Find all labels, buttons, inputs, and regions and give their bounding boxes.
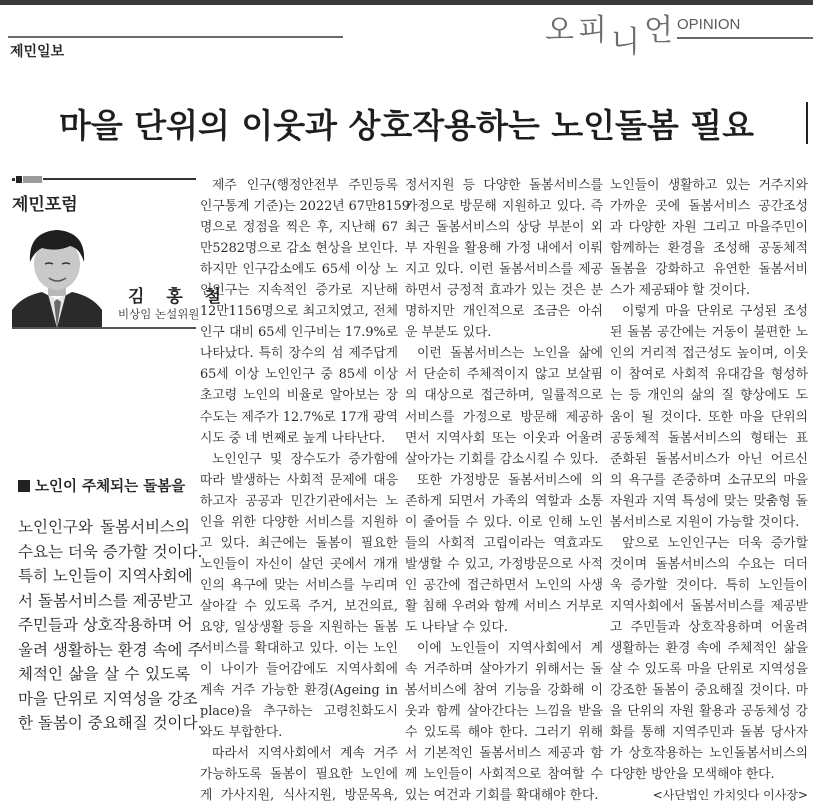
body-line: 노인인구 및 장수도가 증가함에 <box>212 451 398 467</box>
body-line: 이에 노인들이 지역사회에서 계 <box>417 641 603 657</box>
body-line: 와도 부합한다. <box>200 725 283 741</box>
author-name: 김 홍 철 <box>128 287 230 307</box>
body-line: 이 나이가 들어감에도 지역사회에 <box>200 662 398 678</box>
pullquote-line: 수요는 더욱 증가할 것이다. <box>18 542 203 561</box>
body-line: 움이 될 것이다. 또한 마을 단위의 <box>610 409 808 425</box>
body-line: 웃과 함께 살아간다는 느낌을 받을 <box>405 704 603 720</box>
body-line: 운 부분도 있다. <box>405 325 492 341</box>
body-line: 이렇게 마을 단위로 구성된 조성 <box>622 304 808 320</box>
body-line: 게 가사지원, 식사지원, 방문목욕, <box>200 788 398 804</box>
body-line: 활 침해 우려와 함께 서비스 거부로 <box>405 598 603 614</box>
body-line: 최근 돌봄서비스의 상당 부분이 외 <box>405 220 603 236</box>
section-char: 니 <box>610 25 644 60</box>
body-line: 자원과 지역 특성에 맞는 맞춤형 돌 <box>610 493 808 509</box>
rule-ornament <box>16 176 22 183</box>
body-line: 살아가는 기회를 감소시킬 수 있다. <box>405 451 599 467</box>
body-line: 함께하는 환경을 조성해 공동체적 <box>610 241 808 257</box>
body-line: 12만1156명으로 최고치였고, 전체 <box>200 304 398 320</box>
pullquote-line: 마을 단위로 지역성을 강조 <box>18 689 198 708</box>
body-line: 초고령 노인의 비율로 알아보는 장 <box>200 388 398 404</box>
body-line: 하면서 긍정적 효과가 있는 것은 분 <box>405 283 603 299</box>
pullquote-subhead <box>18 475 185 496</box>
body-line: 수도는 제주가 12.7%로 17개 광역 <box>200 409 398 425</box>
body-line: 계속 거주 가능한 환경(Ageing in <box>200 683 398 699</box>
body-line: 욱 증가할 것이다. 특히 노인들이 <box>610 577 808 593</box>
body-line: 시도 중 네 번째로 높게 나타난다. <box>200 430 386 446</box>
body-line: 돌봄을 강화하고 유연한 돌봄서비 <box>610 262 808 278</box>
body-line: place)을 추구하는 고령친화도시 <box>200 704 398 720</box>
pullquote-line: 서 돌봄서비스를 제공받고 <box>18 591 193 610</box>
body-line: 인 공간에 접근하면서 노인의 사생 <box>405 577 603 593</box>
body-line: 강조한 돌봄이 중요해질 것이다. 마 <box>610 683 808 699</box>
body-line: 의 욕구를 존중하며 소규모의 마을 <box>610 472 808 488</box>
body-line: 명하지만 개인적으로 조금은 아쉬 <box>405 304 603 320</box>
body-line: 것이며 돌봄서비스의 수요는 더더 <box>610 556 808 572</box>
headline-edge-bar <box>806 102 808 144</box>
top-bar <box>0 0 813 5</box>
body-line: 수 있도록 해야 한다. 그러기 위해 <box>405 725 603 741</box>
pullquote <box>18 515 203 736</box>
body-line: 의 대상으로 접근하며, 일률적으로 <box>405 388 603 404</box>
rule-ornament <box>12 178 15 181</box>
body-line: 서비스를 확대하고 있다. 이는 노인 <box>200 641 398 657</box>
body-line: 도 나타날 수 있다. <box>405 619 508 635</box>
article-column-1 <box>200 175 410 806</box>
section-title-kr <box>545 5 677 60</box>
body-line: 이런 돌봄서비스는 노인을 삶에 <box>417 346 603 362</box>
body-line: 하고자 공공과 민간기관에서는 노 <box>200 493 398 509</box>
body-line: 속 거주하며 살아가기 위해서는 돌 <box>405 662 603 678</box>
body-line: 지고 있다. 이런 돌봄서비스를 제공 <box>405 262 603 278</box>
pullquote-line: 체적인 삶을 살 수 있도록 <box>18 665 190 683</box>
body-line: 살 수 있도록 마을 단위로 지역성을 <box>610 662 808 678</box>
author-portrait-icon <box>12 222 102 328</box>
body-line: 존하게 되면서 가족의 역할과 소통 <box>405 493 603 509</box>
section-char: 피 <box>577 13 611 48</box>
body-line: 는 등 개인의 삶의 질 향상에도 도 <box>610 388 808 404</box>
article-column-3 <box>610 175 808 806</box>
body-line: 준화된 돌봄서비스가 아닌 어르신 <box>610 451 808 467</box>
body-line: 정서지원 등 다양한 돌봄서비스를 <box>405 178 603 193</box>
body-line: 인인구는 지속적인 증가로 지난해 <box>200 283 398 299</box>
body-line: 65세 이상 노인인구 중 85세 이상 <box>200 367 398 383</box>
body-line: 인을 위한 다양한 서비스를 지원하 <box>200 514 398 530</box>
body-line: 노인들이 생활하고 있는 거주지와 <box>610 178 808 193</box>
body-line: 이 참여로 사회적 유대감을 형성하 <box>610 367 808 383</box>
masthead-rule <box>8 36 343 38</box>
body-line: 인의 거리적 접근성도 높이며, 이웃 <box>610 346 808 362</box>
body-line: 살아갈 수 있도록 주거, 보건의료, <box>200 598 398 614</box>
body-line: 들의 사회적 고립이라는 역효과도 <box>405 535 603 551</box>
body-line: 요양, 일상생활 등을 지원하는 돌봄 <box>200 619 398 635</box>
body-line: 가까운 곳에 돌봄서비스 공간조성 <box>610 199 808 215</box>
body-line: 지역사회에서 돌봄서비스를 제공받 <box>610 598 808 614</box>
body-line: 께 노인들이 사회적으로 참여할 수 <box>405 767 603 783</box>
body-line: 면서 지역사회 또는 이웃과 어울려 <box>405 430 603 446</box>
body-line: 가능하도록 돌봄이 필요한 노인에 <box>200 767 398 783</box>
body-line: 이 줄어들 수 있다. 이로 인해 노인 <box>405 514 603 530</box>
body-line: 가정으로 방문해 지원하고 있다. 즉 <box>405 199 603 215</box>
column-title: 제민포럼 <box>12 195 78 215</box>
author-byline: <사단법인 가치잇다 이사장> <box>652 788 808 803</box>
pullquote-line: 노인인구와 돌봄서비스의 <box>18 518 190 536</box>
body-line: 서비스를 가정으로 방문해 제공하 <box>405 409 603 425</box>
body-line: 된 돌봄 공간에는 거동이 불편한 노 <box>610 325 808 341</box>
body-line: 따라 발생하는 사회적 문제에 대응 <box>200 472 398 488</box>
section-char: 언 <box>643 13 677 48</box>
body-line: 과 다양한 자원 그리고 마을주민이 <box>610 220 808 236</box>
body-line: 스가 제공돼야 할 것이다. <box>610 283 750 299</box>
pullquote-line: 한 돌봄이 중요해질 것이다. <box>18 714 203 732</box>
body-line: 발생할 수 있고, 가정방문으로 사적 <box>405 556 603 572</box>
section-char: 오 <box>545 13 578 48</box>
author-rule <box>12 327 196 329</box>
body-line: 인의 욕구에 맞는 서비스를 누리며 <box>200 577 398 593</box>
body-line: 고 주민들과 상호작용하며 어울려 <box>610 619 808 635</box>
subhead-text: 노인이 주체되는 돌봄을 <box>35 479 186 495</box>
body-line: 따라서 지역사회에서 계속 거주 <box>212 746 398 762</box>
body-line: 만5282명으로 감소 현상을 보인다. <box>200 241 398 257</box>
body-line: 화를 통해 지역주민과 돌봄 당사자 <box>610 725 808 741</box>
body-line: 제주 인구(행정안전부 주민등록 <box>212 178 398 193</box>
body-line: 하지만 인구감소에도 65세 이상 노 <box>200 262 398 278</box>
body-line: 가 상호작용하는 노인돌봄서비스의 <box>610 746 808 762</box>
column-rule <box>43 178 196 180</box>
rule-ornament <box>23 176 42 183</box>
body-line: 봄서비스에 참여 기능을 강화해 이 <box>405 683 603 699</box>
body-line: 봄서비스로 지원이 가능할 것이다. <box>610 514 800 530</box>
body-line: 인구 대비 65세 인구비는 17.9%로 <box>200 325 398 341</box>
body-line: 공동체적 돌봄서비스의 형태는 표 <box>610 430 808 446</box>
headline: 마을 단위의 이웃과 상호작용하는 노인돌봄 필요 <box>58 106 754 145</box>
body-line: 서 기본적인 돌봄서비스 제공과 함 <box>405 746 603 762</box>
body-line: 앞으로 노인인구는 더욱 증가할 <box>622 535 808 551</box>
body-line: 나타났다. 특히 장수의 섬 제주답게 <box>200 346 398 362</box>
body-line: 서 단순히 주체적이지 않고 보살핌 <box>405 367 603 383</box>
body-line: 노인들이 자신이 살던 곳에서 개개 <box>200 556 398 572</box>
body-line: 을 단위의 자원 활용과 공동체성 강 <box>610 704 808 720</box>
body-line: 생활하는 환경 속에 주체적인 삶을 <box>610 641 808 657</box>
masthead-rule <box>677 37 813 39</box>
pullquote-line: 울려 생활하는 환경 속에 주 <box>18 640 203 659</box>
pullquote-line: 특히 노인들이 지역사회에 <box>18 567 193 585</box>
paper-name: 제민일보 <box>10 44 65 60</box>
body-line: 고 있다. 최근에는 돌봄이 필요한 <box>200 535 398 551</box>
body-line: 명으로 정점을 찍은 후, 지난해 67 <box>200 220 398 236</box>
author-role: 비상임 논설위원 <box>118 307 200 321</box>
square-bullet-icon <box>18 480 30 492</box>
body-line: 다양한 방안을 모색해야 한다. <box>610 767 775 783</box>
article-column-2 <box>405 175 603 806</box>
section-title-en: OPINION <box>677 16 741 33</box>
body-line: 있는 여건과 기회를 확대해야 한다. <box>405 788 599 804</box>
body-line: 인구통계 기준)는 2022년 67만8159 <box>200 199 410 215</box>
body-line: 부 자원을 활용해 가정 내에서 이뤄 <box>405 241 603 257</box>
pullquote-line: 주민들과 상호작용하며 어 <box>18 616 193 634</box>
body-line: 또한 가정방문 돌봄서비스에 의 <box>417 472 603 488</box>
